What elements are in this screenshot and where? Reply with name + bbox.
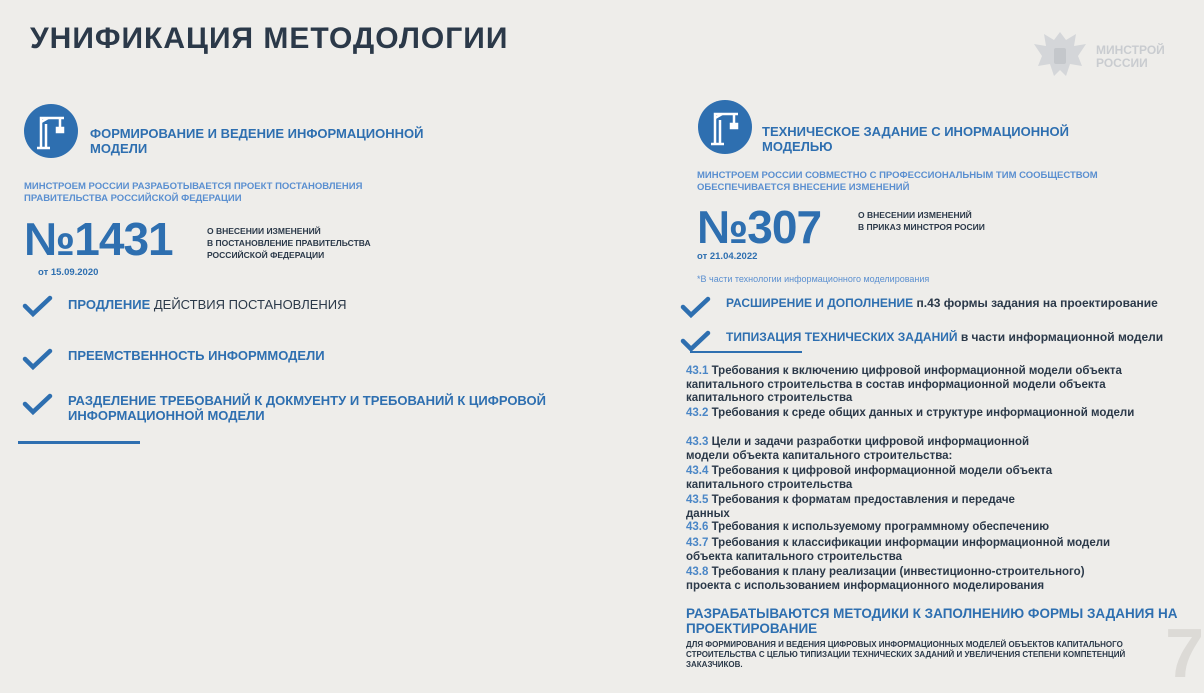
left-item-1: ПРОДЛЕНИЕ ДЕЙСТВИЯ ПОСТАНОВЛЕНИЯ bbox=[68, 297, 347, 312]
requirement-item: 43.3 Цели и задачи разработки цифровой информационной модели объекта капитального строительства: bbox=[686, 436, 1030, 462]
emblem-icon bbox=[1032, 26, 1088, 84]
right-item-1: РАСШИРЕНИЕ И ДОПОЛНЕНИЕ п.43 формы задания на проектирование bbox=[726, 296, 1158, 310]
left-decree-date: от 15.09.2020 bbox=[38, 267, 99, 278]
crane-icon bbox=[24, 104, 78, 158]
requirement-item: 43.2 Требования к среде общих данных и структуре информационной модели bbox=[686, 407, 1135, 419]
requirement-item: 43.1 Требования к включению цифровой информационной модели объекта капитального строительства в состав информационной модели объекта капитального строительства bbox=[686, 365, 1122, 404]
check-icon bbox=[22, 393, 52, 415]
divider bbox=[18, 441, 140, 444]
methods-description: ДЛЯ ФОРМИРОВАНИЯ И ВЕДЕНИЯ ЦИФРОВЫХ ИНФОРМАЦИОННЫХ МОДЕЛЕЙ ОБЪЕКТОВ КАПИТАЛЬНОГО СТРОИТЕЛЬСТВА С ЦЕЛЬЮ ТИПИЗАЦИИ ТЕХНИЧЕСКИХ ЗАДАНИЙ И УВЕЛИЧЕНИЯ СТЕПЕНИ КОМПЕТЕНЦИЙ ЗАКАЗЧИКОВ. bbox=[686, 640, 1126, 669]
right-item-2: ТИПИЗАЦИЯ ТЕХНИЧЕСКИХ ЗАДАНИЙ в части информационной модели bbox=[726, 330, 1164, 344]
logo-text: МИНСТРОЙ РОССИИ bbox=[1096, 43, 1165, 70]
crane-icon bbox=[698, 100, 752, 154]
left-heading: ФОРМИРОВАНИЕ И ВЕДЕНИЕ ИНФОРМАЦИОННОЙ МОДЕЛИ bbox=[90, 126, 424, 156]
requirement-item: 43.8 Требования к плану реализации (инвестиционно-строительного) проекта с использованием информационного моделирования bbox=[686, 566, 1085, 592]
divider bbox=[690, 351, 802, 353]
requirement-item: 43.6 Требования к используемому программному обеспечению bbox=[686, 521, 1050, 533]
right-intro: МИНСТРОЕМ РОССИИ СОВМЕСТНО С ПРОФЕССИОНАЛЬНЫМ ТИМ СООБЩЕСТВОМ ОБЕСПЕЧИВАЕТСЯ ВНЕСЕНИЕ ИЗМЕНЕНИЙ bbox=[697, 170, 1098, 193]
right-heading: ТЕХНИЧЕСКОЕ ЗАДАНИЕ С ИНОРМАЦИОННОЙ МОДЕЛЬЮ bbox=[762, 124, 1069, 154]
check-icon bbox=[22, 295, 52, 317]
requirement-item: 43.4 Требования к цифровой информационной модели объекта капитального строительства bbox=[686, 465, 1053, 491]
check-icon bbox=[22, 348, 52, 370]
check-icon bbox=[680, 296, 710, 318]
page-title: УНИФИКАЦИЯ МЕТОДОЛОГИИ bbox=[30, 22, 509, 55]
right-order-date: от 21.04.2022 bbox=[697, 251, 758, 262]
requirements-list bbox=[686, 365, 1156, 595]
left-intro: МИНСТРОЕМ РОССИИ РАЗРАБОТЫВАЕТСЯ ПРОЕКТ ПОСТАНОВЛЕНИЯ ПРАВИТЕЛЬСТВА РОССИЙСКОЙ ФЕДЕРАЦИИ bbox=[24, 181, 363, 204]
requirement-item: 43.7 Требования к классификации информации информационной модели объекта капитального строительства bbox=[686, 537, 1111, 563]
left-item-2: ПРЕЕМСТВЕННОСТЬ ИНФОРММОДЕЛИ bbox=[68, 348, 325, 363]
left-item-3: РАЗДЕЛЕНИЕ ТРЕБОВАНИЙ К ДОКМУЕНТУ И ТРЕБОВАНИЙ К ЦИФРОВОЙ ИНФОРМАЦИОННОЙ МОДЕЛИ bbox=[68, 393, 546, 423]
methods-heading: РАЗРАБАТЫВАЮТСЯ МЕТОДИКИ К ЗАПОЛНЕНИЮ ФОРМЫ ЗАДАНИЯ НА ПРОЕКТИРОВАНИЕ bbox=[686, 606, 1178, 636]
footnote: *В части технологии информационного моделирования bbox=[697, 274, 930, 284]
check-icon bbox=[680, 330, 710, 352]
page-number: 7 bbox=[1165, 614, 1204, 692]
requirement-item: 43.5 Требования к форматам предоставления и передаче данных bbox=[686, 494, 1015, 520]
right-order-description: О ВНЕСЕНИИ ИЗМЕНЕНИЙ В ПРИКАЗ МИНСТРОЯ РОСИИ bbox=[858, 210, 985, 232]
right-order-number: №307 bbox=[697, 201, 822, 253]
left-decree-number: №1431 bbox=[24, 213, 173, 265]
left-decree-description: О ВНЕСЕНИИ ИЗМЕНЕНИЙ В ПОСТАНОВЛЕНИЕ ПРАВИТЕЛЬСТВА РОССИЙСКОЙ ФЕДЕРАЦИИ bbox=[207, 226, 371, 260]
